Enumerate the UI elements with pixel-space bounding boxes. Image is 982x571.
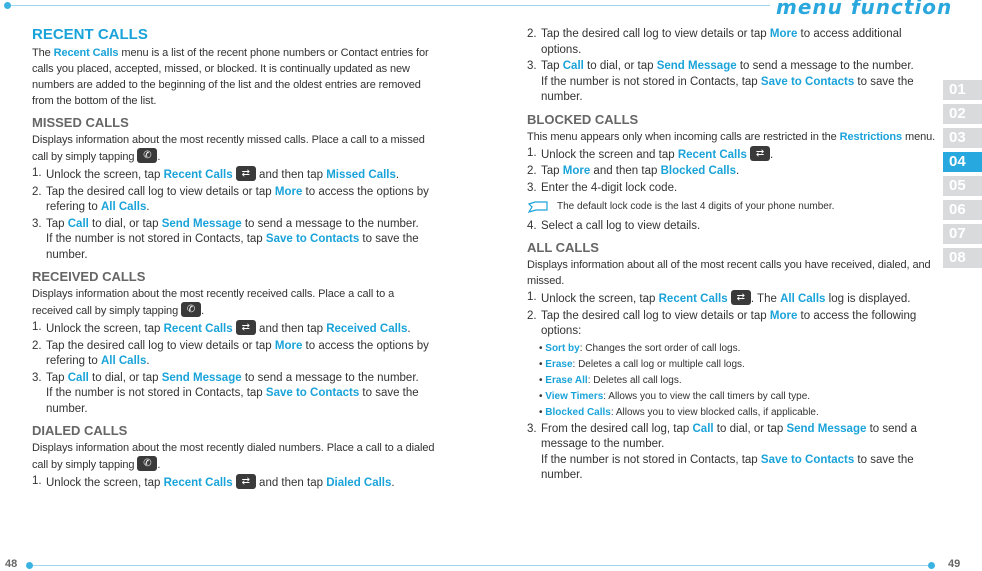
recent-calls-intro: The Recent Calls menu is a list of the recent phone numbers or Contact entries for calls you placed, accepted, missed, or blocked. It is continually updated as new numbers are added to the beginning of the list and the oldest entries are removed from the bottom of the list. <box>32 47 429 107</box>
received-step-3: 3. Tap Call to dial, or tap Send Message to send a message to the number. If the number is not stored in Contacts, tap Save to Contacts to save the number. <box>32 371 419 415</box>
dialed-step-1: 1. Unlock the screen, tap Recent Calls ⇄ and then tap Dialed Calls. <box>32 475 395 489</box>
recent-calls-icon: ⇄ <box>236 320 256 335</box>
phone-icon: ✆ <box>137 456 157 471</box>
recent-calls-icon: ⇄ <box>236 474 256 489</box>
chapter-tab-05[interactable]: 05 <box>943 176 982 196</box>
chapter-tab-07[interactable]: 07 <box>943 224 982 244</box>
blocked-step-1: 1. Unlock the screen and tap Recent Calls ⇄ . <box>527 146 774 161</box>
chapter-tab-03[interactable]: 03 <box>943 128 982 148</box>
blocked-step-4: 4. Select a call log to view details. <box>527 219 701 232</box>
all-step-3: 3. From the desired call log, tap Call to dial, or tap Send Message to send a message to the number. If the number is not stored in Contacts, tap Save to Contacts to save the number. <box>527 422 917 481</box>
received-step-1: 1. Unlock the screen, tap Recent Calls ⇄ and then tap Received Calls. <box>32 321 411 335</box>
dialed-calls-desc: Displays information about the most recently dialed numbers. Place a call to a dialed call by simply tapping ✆ . <box>32 442 435 471</box>
option-erase-all: • Erase All: Deletes all call logs. <box>539 374 682 386</box>
phone-icon: ✆ <box>181 302 201 317</box>
blocked-calls-heading: BLOCKED CALLS <box>527 111 639 127</box>
bottom-right-dot <box>928 562 935 569</box>
chapter-tab-04[interactable]: 04 <box>943 152 982 172</box>
phone-icon: ✆ <box>137 148 157 163</box>
option-erase: • Erase: Deletes a call log or multiple call logs. <box>539 358 745 370</box>
dialed-step-3: 3. Tap Call to dial, or tap Send Message to send a message to the number. If the number is not stored in Contacts, tap Save to Contacts to save the number. <box>527 60 914 103</box>
option-blocked-calls: • Blocked Calls: Allows you to view blocked calls, if applicable. <box>539 406 819 418</box>
recent-calls-icon: ⇄ <box>750 146 770 161</box>
recent-calls-icon: ⇄ <box>731 290 751 305</box>
option-sort-by: • Sort by: Changes the sort order of call logs. <box>539 342 741 354</box>
left-column <box>32 26 437 493</box>
missed-step-2: 2. Tap the desired call log to view details or tap More to access the options by refering to All Calls. <box>32 185 429 213</box>
bottom-left-dot <box>26 562 33 569</box>
dialed-calls-heading: DIALED CALLS <box>32 423 128 438</box>
all-step-2: 2. Tap the desired call log to view details or tap More to access the following options: <box>527 309 917 337</box>
section-header: menu function <box>770 0 958 17</box>
blocked-step-2: 2. Tap More and then tap Blocked Calls. <box>527 165 740 177</box>
chapter-tab-06[interactable]: 06 <box>943 200 982 220</box>
note <box>527 199 937 215</box>
all-step-1: 1. Unlock the screen, tap Recent Calls ⇄ . The All Calls log is displayed. <box>527 291 911 305</box>
dialed-step-2: 2. Tap the desired call log to view details or tap More to access additional options. <box>527 28 902 56</box>
page-number-left: 48 <box>2 557 20 571</box>
received-calls-desc: Displays information about the most recently received calls. Place a call to a received call by simply tapping ✆ . <box>32 288 395 317</box>
recent-calls-title: RECENT CALLS <box>32 26 148 43</box>
blocked-step-3: 3. Enter the 4-digit lock code. <box>527 181 678 194</box>
top-left-dot <box>4 2 11 9</box>
chapter-tab-02[interactable]: 02 <box>943 104 982 124</box>
received-step-2: 2. Tap the desired call log to view details or tap More to access the options by refering to All Calls. <box>32 339 429 367</box>
all-calls-heading: ALL CALLS <box>527 240 599 255</box>
note-text: The default lock code is the last 4 digits of your phone number. <box>557 201 835 212</box>
missed-step-1: 1. Unlock the screen, tap Recent Calls ⇄ and then tap Missed Calls. <box>32 167 400 181</box>
bottom-rule <box>30 565 930 566</box>
chapter-tabs <box>943 80 982 272</box>
missed-step-3: 3. Tap Call to dial, or tap Send Message to send a message to the number. If the number is not stored in Contacts, tap Save to Contacts to save the number. <box>32 217 419 261</box>
chapter-tab-08[interactable]: 08 <box>943 248 982 268</box>
missed-calls-desc: Displays information about the most recently missed calls. Place a call to a missed call by simply tapping ✆ . <box>32 134 425 163</box>
right-column <box>527 26 937 485</box>
chapter-tab-01[interactable]: 01 <box>943 80 982 100</box>
note-icon <box>527 201 549 213</box>
all-calls-desc: Displays information about all of the most recent calls you have received, dialed, and missed. <box>527 259 931 287</box>
recent-calls-icon: ⇄ <box>236 166 256 181</box>
received-calls-heading: RECEIVED CALLS <box>32 269 146 284</box>
page-number-right: 49 <box>945 557 963 571</box>
blocked-calls-desc: This menu appears only when incoming calls are restricted in the Restrictions menu. <box>527 130 936 143</box>
option-view-timers: • View Timers: Allows you to view the call timers by call type. <box>539 390 811 402</box>
missed-calls-heading: MISSED CALLS <box>32 115 129 130</box>
